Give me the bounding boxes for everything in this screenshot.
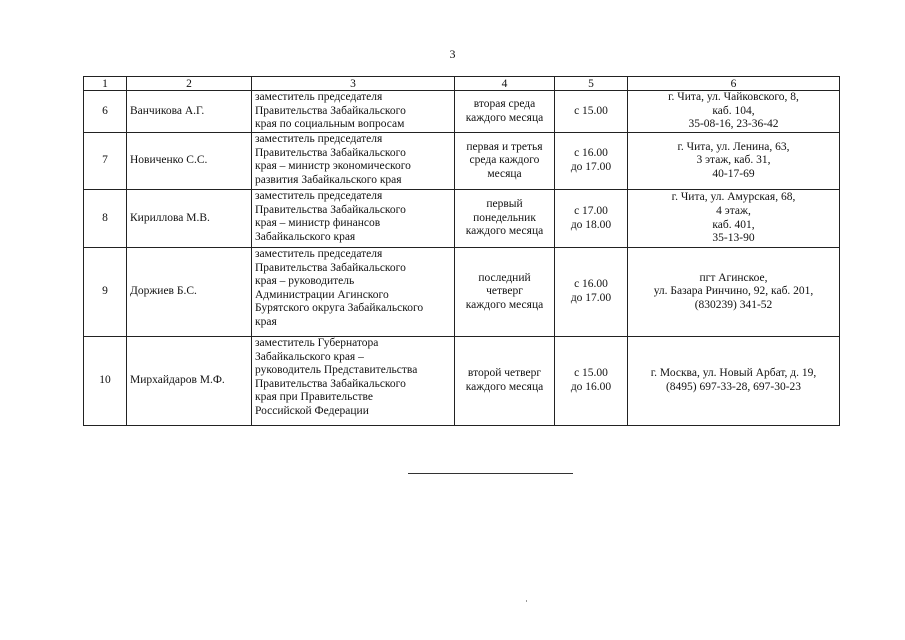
position-cell-line: края по социальным вопросам [255, 118, 405, 131]
column-header: 4 [455, 77, 555, 91]
position-cell-line: Правительства Забайкальского [255, 104, 406, 117]
reception-day-cell [455, 91, 555, 133]
position-cell [252, 91, 455, 133]
reception-day-cell [455, 133, 555, 190]
column-header: 6 [628, 77, 840, 91]
position-cell-line: руководитель Представительства [255, 364, 418, 377]
address-cell-line: г. Чита, ул. Ленина, 63, [677, 140, 790, 153]
position-cell-line: края – министр экономического [255, 160, 411, 173]
scan-artifact [526, 600, 527, 602]
reception-time-cell [555, 91, 628, 133]
position-cell-line: Правительства Забайкальского [255, 146, 406, 159]
column-header: 2 [127, 77, 252, 91]
reception-time-cell-line: с 16.00 [574, 278, 608, 291]
column-header: 3 [252, 77, 455, 91]
reception-time-cell-line: до 17.00 [570, 161, 612, 173]
reception-day-cell-line: последний [478, 271, 531, 284]
position-cell [252, 190, 455, 248]
position-cell-line: развития Забайкальского края [255, 173, 402, 186]
position-cell-line: края [255, 315, 277, 328]
address-cell-line: ул. Базара Ринчино, 92, каб. 201, [653, 285, 814, 298]
position-cell-line: заместитель председателя [255, 91, 383, 103]
reception-time-cell-line: с 15.00 [574, 367, 608, 380]
address-cell [628, 190, 840, 248]
reception-day-cell-line: вторая среда [473, 97, 536, 110]
reception-time-cell [555, 190, 628, 248]
reception-day-cell-line: каждого месяца [465, 298, 544, 311]
reception-day-cell-line: каждого месяца [465, 381, 544, 393]
official-name-cell: Кириллова М.В. [127, 190, 252, 248]
table-row [84, 248, 840, 337]
row-number-cell: 9 [84, 248, 127, 337]
position-cell-line: края при Правительстве [255, 391, 373, 404]
position-cell-line: Забайкальского края [255, 230, 356, 243]
reception-time-cell-line: до 18.00 [570, 218, 612, 231]
address-cell-line: 40-17-69 [712, 167, 755, 180]
position-cell [252, 337, 455, 426]
reception-day-cell-line: понедельник [473, 211, 536, 224]
reception-day-cell-line: среда каждого [469, 154, 540, 167]
address-cell-line: каб. 401, [712, 218, 755, 231]
reception-time-cell [555, 133, 628, 190]
position-cell-line: Правительства Забайкальского [255, 261, 406, 274]
reception-day-cell [455, 337, 555, 426]
position-cell-line: Забайкальского края – [255, 350, 364, 363]
table-row [84, 133, 840, 190]
position-cell-line: Бурятского округа Забайкальского [255, 302, 424, 315]
table-row [84, 190, 840, 248]
position-cell [252, 133, 455, 190]
official-name-cell: Новиченко С.С. [127, 133, 252, 190]
reception-time-cell [555, 337, 628, 426]
address-cell-line: г. Москва, ул. Новый Арбат, д. 19, [650, 367, 817, 380]
address-cell-line: 35-13-90 [712, 232, 755, 245]
reception-day-cell-line: каждого месяца [465, 225, 544, 238]
address-cell [628, 248, 840, 337]
position-cell-line: заместитель председателя [255, 133, 383, 145]
address-cell-line: 3 этаж, каб. 31, [696, 154, 771, 167]
official-name-cell: Ванчикова А.Г. [127, 91, 252, 133]
row-number-cell: 6 [84, 91, 127, 133]
reception-day-cell [455, 248, 555, 337]
table-row [84, 337, 840, 426]
address-cell-line: г. Чита, ул. Амурская, 68, [671, 191, 796, 204]
table-row [84, 91, 840, 133]
reception-day-cell-line: месяца [487, 167, 522, 180]
reception-time-cell [555, 248, 628, 337]
reception-time-cell-line: с 16.00 [574, 147, 608, 160]
footer-divider [408, 473, 573, 474]
reception-day-cell-line: каждого месяца [465, 111, 544, 124]
reception-time-cell-line: до 17.00 [570, 292, 612, 304]
reception-time-cell-line: до 16.00 [570, 381, 612, 393]
official-name-cell: Доржиев Б.С. [127, 248, 252, 337]
position-cell-line: Администрации Агинского [255, 288, 389, 301]
page-number: 3 [449, 47, 456, 61]
position-cell-line: Правительства Забайкальского [255, 377, 406, 390]
position-cell-line: заместитель председателя [255, 190, 383, 202]
address-cell-line: пгт Агинское, [699, 271, 768, 284]
position-cell-line: заместитель председателя [255, 248, 383, 260]
position-cell-line: края – министр финансов [255, 217, 381, 230]
address-cell [628, 337, 840, 426]
position-cell-line: Российской Федерации [255, 404, 369, 417]
reception-time-cell-line: с 15.00 [574, 104, 608, 117]
address-cell-line: 35-08-16, 23-36-42 [688, 118, 779, 131]
address-cell [628, 133, 840, 190]
row-number-cell: 8 [84, 190, 127, 248]
row-number-cell: 10 [84, 337, 127, 426]
address-cell-line: (8495) 697-33-28, 697-30-23 [665, 381, 802, 393]
position-cell-line: заместитель Губернатора [255, 337, 379, 349]
reception-day-cell-line: первый [486, 198, 523, 211]
address-cell-line: (830239) 341-52 [694, 298, 773, 311]
address-cell-line: г. Чита, ул. Чайковского, 8, [668, 91, 799, 104]
row-number-cell: 7 [84, 133, 127, 190]
reception-schedule-table [83, 76, 840, 426]
reception-day-cell-line: второй четверг [467, 367, 542, 380]
address-cell-line: каб. 104, [712, 104, 755, 117]
reception-day-cell [455, 190, 555, 248]
reception-day-cell-line: четверг [486, 285, 523, 298]
position-cell-line: края – руководитель [255, 275, 355, 288]
position-cell-line: Правительства Забайкальского [255, 203, 406, 216]
address-cell-line: 4 этаж, [716, 204, 751, 217]
address-cell [628, 91, 840, 133]
reception-day-cell-line: первая и третья [466, 140, 543, 153]
column-header: 1 [84, 77, 127, 91]
position-cell [252, 248, 455, 337]
official-name-cell: Мирхайдаров М.Ф. [127, 337, 252, 426]
column-header: 5 [555, 77, 628, 91]
table-header-row [84, 77, 840, 91]
reception-time-cell-line: с 17.00 [574, 204, 608, 217]
